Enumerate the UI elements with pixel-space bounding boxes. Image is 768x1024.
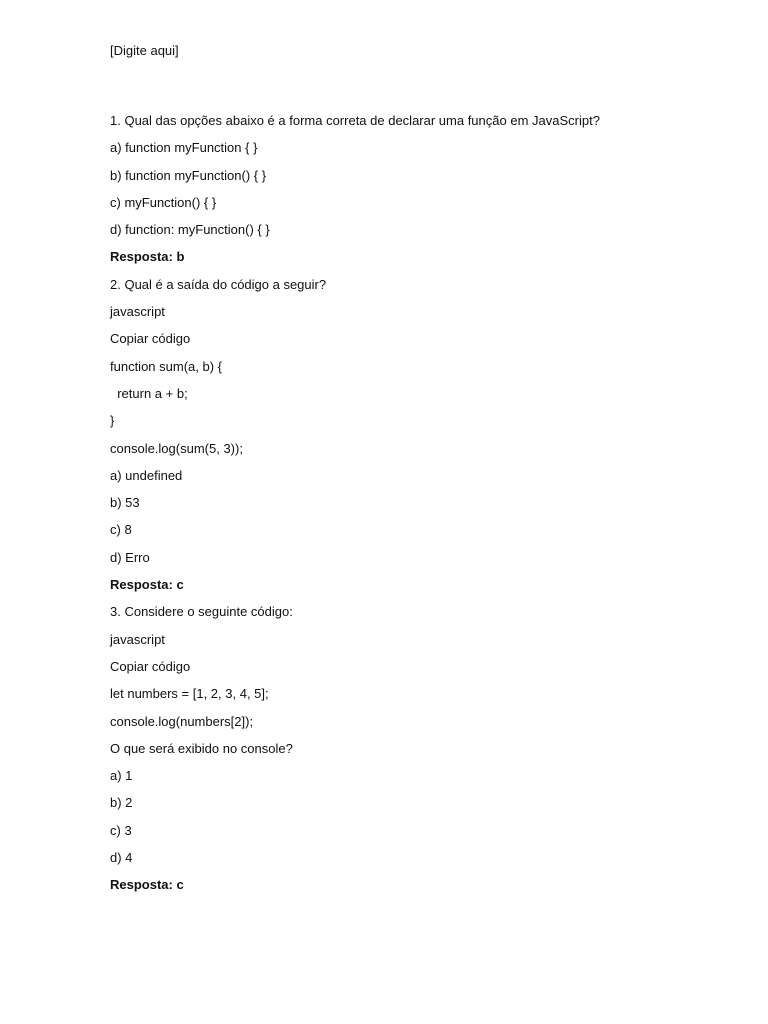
text-line: c) 3 [110,822,132,838]
text-line: b) 2 [110,795,133,811]
text-line: } [110,413,115,429]
text-line: Copiar código [110,331,191,347]
text-line: function sum(a, b) { [110,358,222,374]
text-line: O que será exibido no console? [110,740,293,756]
text-line: 2. Qual é a saída do código a seguir? [110,276,327,292]
text-line: console.log(numbers[2]); [110,713,254,729]
text-line: b) 53 [110,495,140,511]
text-line: b) function myFunction() { } [110,167,267,183]
answer-line: Resposta: c [110,577,184,593]
text-line: 3. Considere o seguinte código: [110,604,293,620]
text-line: return a + b; [110,385,188,401]
document-body [110,113,730,905]
answer-line: Resposta: b [110,249,185,265]
text-line: a) function myFunction { } [110,140,258,156]
page-header-placeholder[interactable]: [Digite aqui] [110,43,179,58]
text-line: c) myFunction() { } [110,194,217,210]
text-line: console.log(sum(5, 3)); [110,440,243,456]
text-line: 1. Qual das opções abaixo é a forma correta de declarar uma função em JavaScript? [110,113,600,128]
text-line: a) undefined [110,467,183,483]
text-line: d) Erro [110,549,150,565]
text-line: d) function: myFunction() { } [110,222,270,238]
answer-line: Resposta: c [110,877,184,893]
text-line: Copiar código [110,658,191,674]
text-line: c) 8 [110,522,132,538]
text-line: javascript [110,304,165,320]
text-line: d) 4 [110,850,133,866]
text-line: javascript [110,631,165,647]
text-line: a) 1 [110,768,133,784]
text-line: let numbers = [1, 2, 3, 4, 5]; [110,686,269,702]
